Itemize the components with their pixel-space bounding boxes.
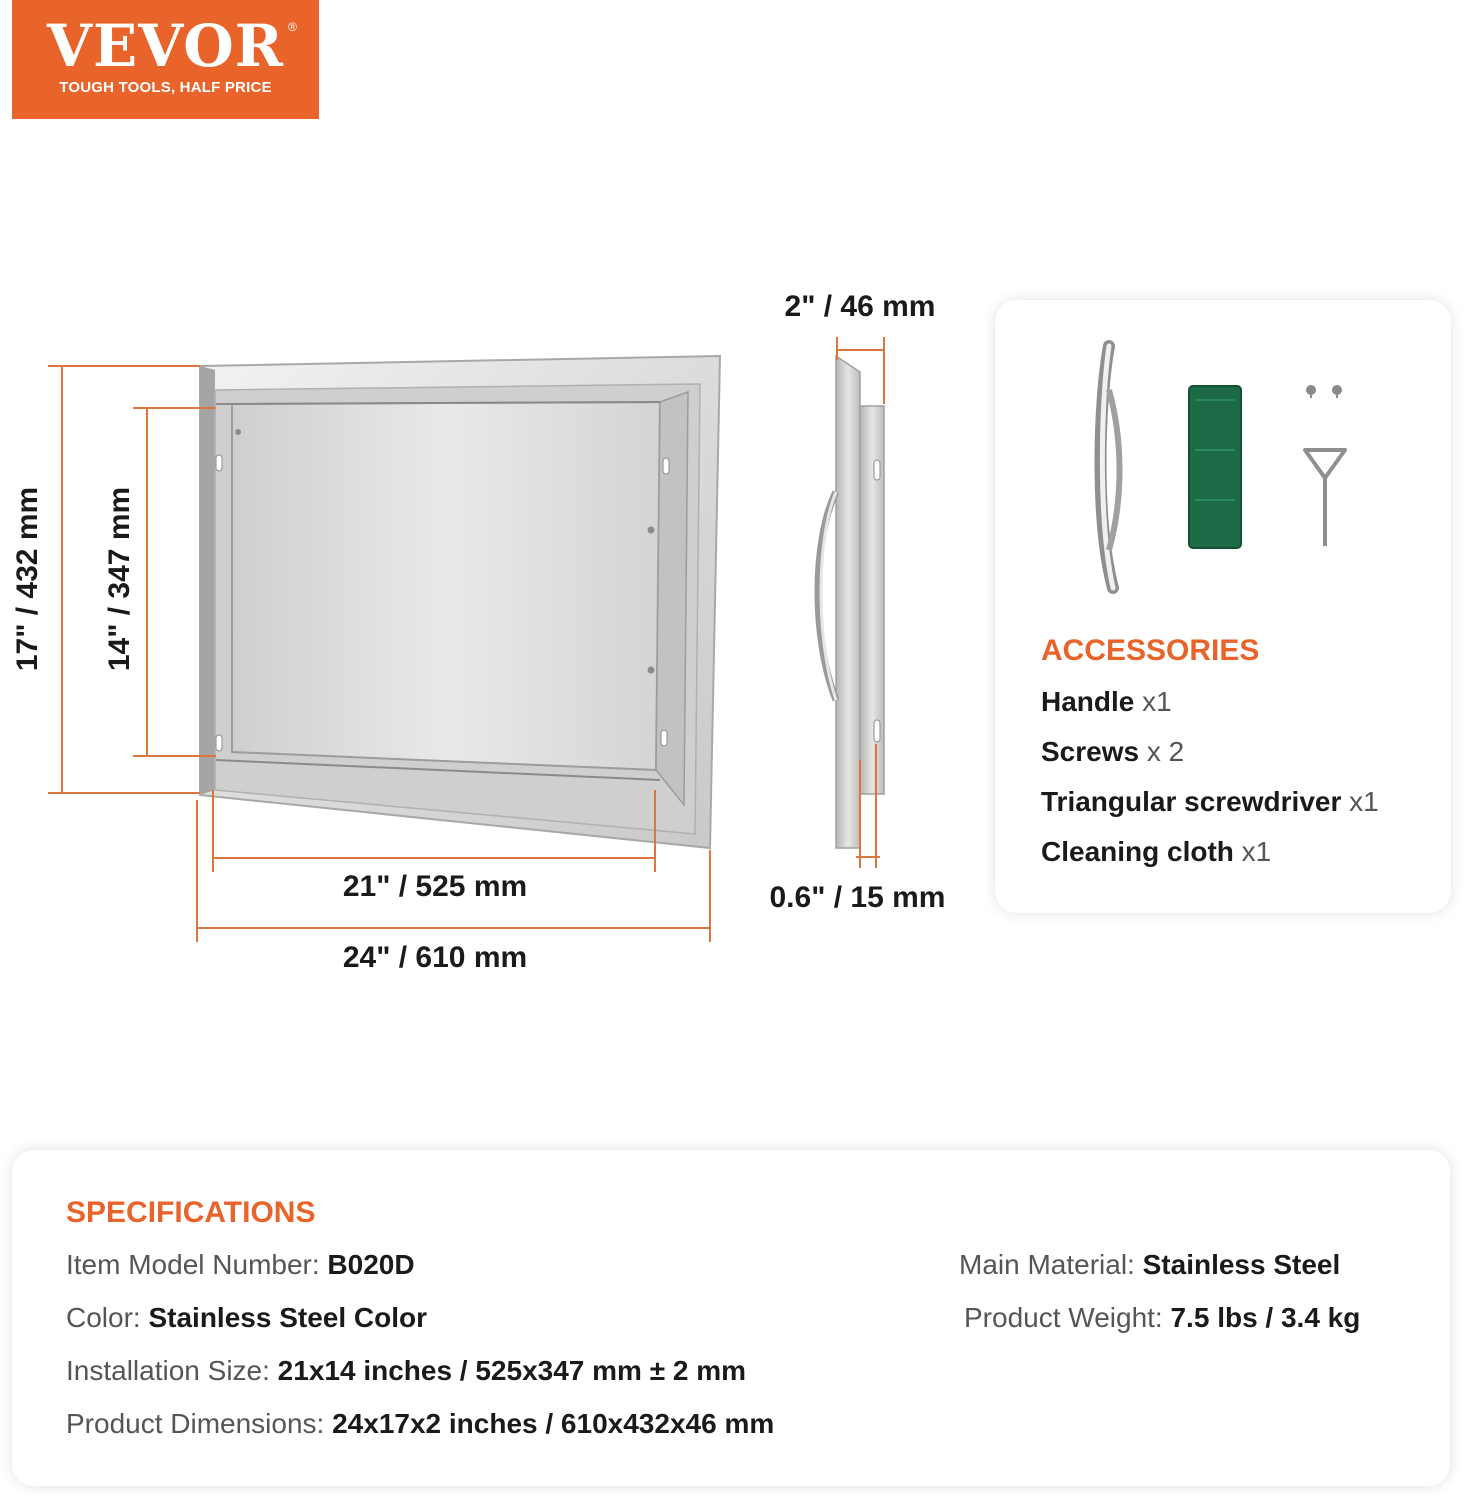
dimension-height-inner: 14" / 347 mm (103, 486, 136, 672)
accessories-images (995, 300, 1451, 620)
accessory-item-screwdriver: Triangular screwdriver x1 (1041, 786, 1379, 817)
logo-brand: VEVOR (47, 12, 284, 80)
spec-main-material: Main Material: Stainless Steel (959, 1249, 1341, 1280)
logo-registered-mark: ® (288, 20, 297, 34)
dimension-height-outer: 17" / 432 mm (11, 486, 44, 672)
accessories-title: ACCESSORIES (1041, 634, 1260, 667)
logo-tagline: TOUGH TOOLS, HALF PRICE (59, 79, 272, 96)
spec-model-number: Item Model Number: B020D (66, 1249, 415, 1280)
cleaning-cloth-icon (1189, 386, 1241, 548)
door-drawing (0, 0, 990, 1000)
spec-installation-size: Installation Size: 21x14 inches / 525x347 mm ± 2 mm (66, 1355, 747, 1386)
dimension-depth-total: 2" / 46 mm (784, 290, 936, 323)
triangular-screwdriver-icon (1305, 450, 1345, 546)
dimension-width-inner: 21" / 525 mm (342, 870, 528, 903)
accessory-item-handle: Handle x1 (1041, 686, 1172, 717)
dimension-depth-flange: 0.6" / 15 mm (769, 881, 946, 914)
accessory-item-cleaning-cloth: Cleaning cloth x1 (1041, 836, 1272, 867)
accessory-item-screws: Screws x 2 (1041, 736, 1185, 767)
specifications-title: SPECIFICATIONS (66, 1196, 316, 1229)
spec-color: Color: Stainless Steel Color (66, 1302, 428, 1333)
handle-icon (1101, 346, 1120, 588)
screws-icon (1306, 385, 1342, 398)
door-front-view (200, 356, 720, 848)
spec-product-dimensions: Product Dimensions: 24x17x2 inches / 610x432x46 mm (66, 1408, 775, 1439)
door-side-view (818, 356, 884, 848)
door-dimension-diagram (0, 0, 990, 1000)
dimension-width-outer: 24" / 610 mm (342, 941, 528, 974)
accessories-card (995, 300, 1451, 913)
specifications-card (12, 1150, 1450, 1486)
spec-product-weight: Product Weight: 7.5 lbs / 3.4 kg (964, 1302, 1361, 1333)
